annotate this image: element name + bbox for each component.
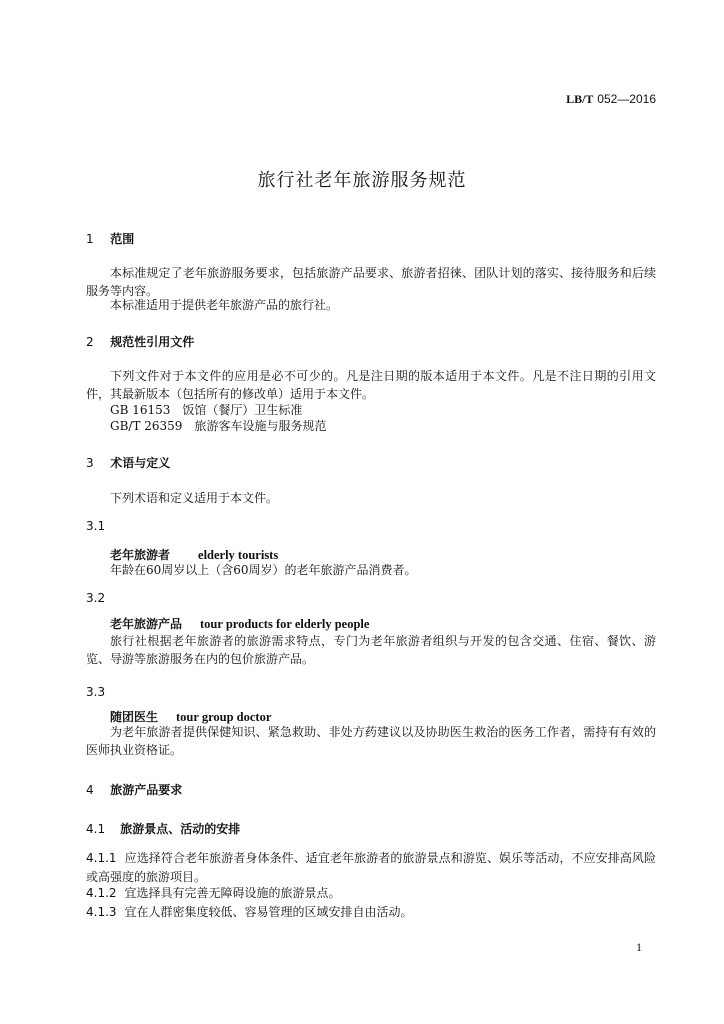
clause-number: 4.1.2	[86, 886, 117, 900]
clause-4-1-3	[86, 903, 656, 922]
subsection-4-1-heading	[86, 820, 240, 837]
clause-text: 宜选择具有完善无障碍设施的旅游景点。	[124, 886, 341, 900]
term-cn: 随团医生	[110, 710, 159, 724]
subsection-number: 4.1	[86, 822, 106, 836]
section-2-paragraph-1: 下列文件对于本文件的应用是必不可少的。凡是注日期的版本适用于本文件。凡是不注日期的引用文件，其最新版本（包括所有的修改单）适用于本文件。	[86, 369, 656, 401]
section-title: 范围	[110, 232, 135, 246]
term-definition: 旅行社根据老年旅游者的旅游需求特点，专门为老年旅游者组织与开发的包含交通、住宿、餐饮、游览、导游等旅游服务在内的包价旅游产品。	[86, 634, 656, 666]
term-cn: 老年旅游者	[110, 548, 171, 562]
section-1-paragraph-1: 本标准规定了老年旅游服务要求，包括旅游产品要求、旅游者招徕、团队计划的落实、接待服务和后续服务等内容。	[86, 266, 656, 298]
term-number: 3.1	[86, 519, 106, 533]
term-definition: 为老年旅游者提供保健知识、紧急救助、非处方药建议以及协助医生救治的医务工作者，需持有有效的医师执业资格证。	[86, 725, 656, 757]
term-en: tour products for elderly people	[200, 617, 370, 631]
standard-code-prefix: LB/T	[566, 92, 594, 106]
term-en: elderly tourists	[198, 548, 279, 562]
section-title: 术语与定义	[110, 456, 171, 470]
section-1-heading	[86, 230, 134, 247]
term-number: 3.3	[86, 685, 106, 699]
clause-4-1-2	[86, 884, 656, 903]
section-2-heading	[86, 333, 194, 350]
normative-reference: GB/T 26359 旅游客车设施与服务规范	[110, 419, 327, 433]
term-en: tour group doctor	[176, 710, 272, 724]
subsection-title: 旅游景点、活动的安排	[120, 822, 241, 836]
section-number: 3	[86, 456, 94, 470]
section-number: 2	[86, 335, 94, 349]
section-1-paragraph-2: 本标准适用于提供老年旅游产品的旅行社。	[110, 298, 339, 312]
page-number: 1	[636, 940, 642, 954]
term-number: 3.2	[86, 591, 106, 605]
term-cn: 老年旅游产品	[110, 617, 183, 631]
clause-number: 4.1.3	[86, 905, 117, 919]
term-definition: 年龄在60周岁以上（含60周岁）的老年旅游产品消费者。	[110, 563, 417, 577]
section-4-heading	[86, 781, 182, 798]
section-title: 规范性引用文件	[110, 335, 195, 349]
normative-reference: GB 16153 饭馆（餐厅）卫生标准	[110, 403, 303, 417]
document-title: 旅行社老年旅游服务规范	[257, 170, 467, 191]
section-title: 旅游产品要求	[110, 783, 183, 797]
term-heading	[110, 615, 369, 632]
clause-number: 4.1.1	[86, 851, 117, 865]
section-number: 4	[86, 783, 94, 797]
clause-text: 应选择符合老年旅游者身体条件、适宜老年旅游者的旅游景点和游览、娱乐等活动，不应安排高风险或高强度的旅游项目。	[86, 851, 656, 884]
section-number: 1	[86, 232, 94, 246]
section-3-paragraph-1: 下列术语和定义适用于本文件。	[110, 491, 279, 505]
section-3-heading	[86, 454, 170, 471]
standard-code-number: 052—2016	[597, 92, 656, 106]
clause-4-1-1	[86, 849, 656, 887]
standard-code	[566, 92, 656, 107]
clause-text: 宜在人群密集度较低、容易管理的区域安排自由活动。	[124, 905, 413, 919]
